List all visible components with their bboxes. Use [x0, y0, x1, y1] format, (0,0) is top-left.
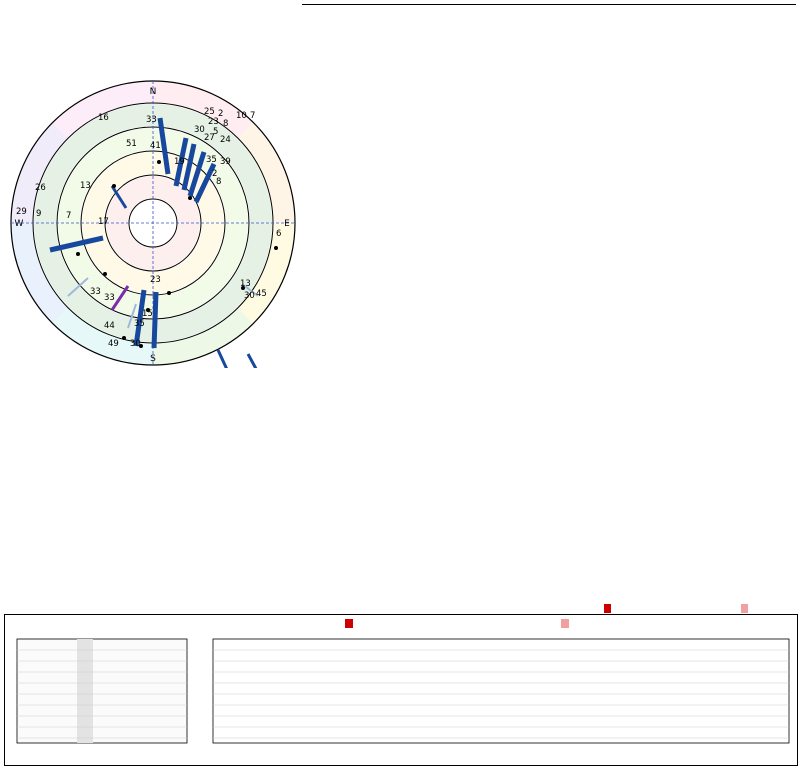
svg-text:33: 33 — [146, 115, 157, 125]
svg-text:51: 51 — [126, 139, 137, 149]
svg-text:10: 10 — [236, 111, 247, 121]
col-callsign — [313, 4, 382, 5]
adjacent-channel-swatch — [741, 604, 748, 613]
table-column-header — [302, 4, 796, 5]
col-magn — [741, 4, 796, 5]
svg-text:7: 7 — [250, 111, 256, 121]
col-path — [605, 4, 649, 5]
svg-text:35: 35 — [206, 155, 217, 165]
col-real — [382, 4, 413, 5]
signal-strength-chart — [4, 614, 798, 766]
col-virt — [413, 4, 457, 5]
svg-text:6: 6 — [276, 229, 282, 239]
station-table-pane — [302, 4, 798, 5]
svg-text:S: S — [150, 354, 156, 364]
adjacent-channel-chart-swatch — [561, 619, 569, 628]
svg-text:30: 30 — [244, 291, 255, 301]
svg-text:13: 13 — [240, 279, 251, 289]
svg-text:N: N — [149, 87, 157, 97]
svg-text:26: 26 — [35, 183, 46, 193]
svg-text:33: 33 — [90, 287, 101, 297]
svg-text:24: 24 — [220, 135, 231, 145]
signal-chart-svg — [5, 615, 795, 763]
polar-plot-pane — [0, 0, 300, 612]
svg-text:16: 16 — [98, 113, 109, 123]
svg-text:39: 39 — [220, 157, 231, 167]
polar-chart-svg — [8, 78, 298, 368]
col-netwk — [457, 4, 495, 5]
col-dist — [650, 4, 699, 5]
svg-text:7: 7 — [66, 211, 72, 221]
svg-text:8: 8 — [223, 119, 229, 129]
svg-text:19: 19 — [174, 157, 185, 167]
svg-text:8: 8 — [216, 177, 222, 187]
svg-text:9: 9 — [36, 209, 42, 219]
polar-chart — [8, 78, 298, 368]
svg-text:35: 35 — [134, 319, 145, 329]
svg-text:13: 13 — [80, 181, 91, 191]
chart-legend-adj — [561, 619, 569, 630]
svg-text:E: E — [284, 219, 290, 229]
svg-text:49: 49 — [108, 339, 119, 349]
svg-text:44: 44 — [104, 321, 115, 331]
svg-text:5: 5 — [213, 127, 219, 137]
svg-text:25: 25 — [204, 107, 215, 117]
search-criteria — [0, 372, 300, 386]
co-channel-chart-swatch — [345, 619, 353, 628]
svg-text:45: 45 — [256, 289, 267, 299]
svg-text:30: 30 — [130, 339, 141, 349]
col-pwr — [543, 4, 605, 5]
svg-text:23: 23 — [150, 275, 161, 285]
svg-text:30: 30 — [194, 125, 205, 135]
svg-text:41: 41 — [150, 141, 161, 151]
svg-text:27: 27 — [204, 133, 215, 143]
chart-legend-co — [345, 619, 353, 630]
co-channel-swatch — [604, 604, 611, 613]
svg-text:2: 2 — [218, 109, 224, 119]
col-nm — [495, 4, 544, 5]
svg-text:17: 17 — [98, 217, 109, 227]
station-table — [302, 4, 796, 5]
svg-text:15: 15 — [142, 309, 153, 319]
col-true — [698, 4, 740, 5]
svg-text:29: 29 — [16, 207, 27, 217]
svg-text:33: 33 — [104, 293, 115, 303]
svg-text:W: W — [14, 219, 24, 229]
svg-text:2: 2 — [212, 169, 218, 179]
svg-text:23: 23 — [208, 117, 219, 127]
